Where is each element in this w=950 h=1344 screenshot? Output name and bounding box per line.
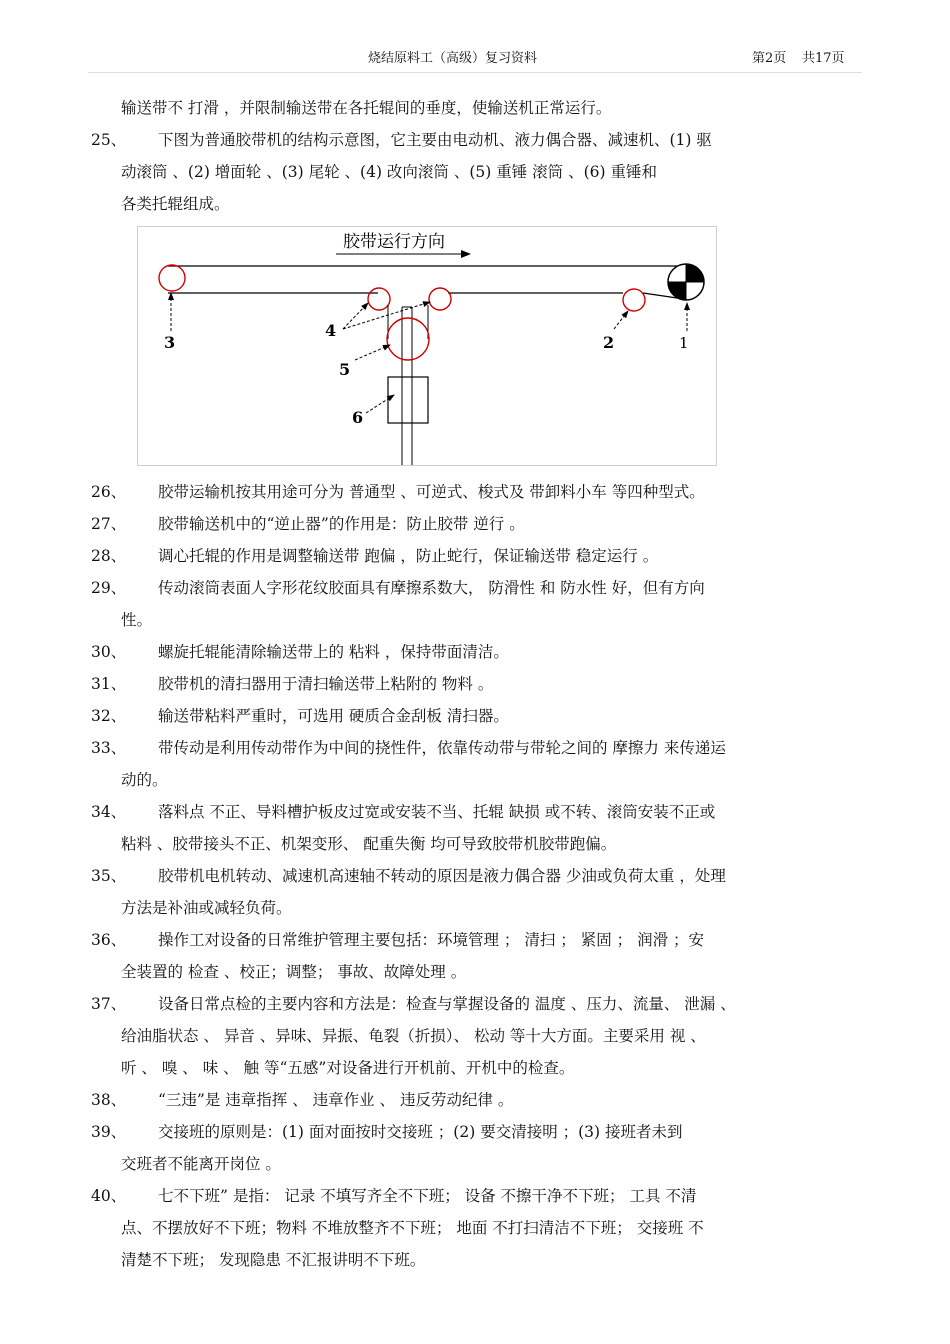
item-number: 25、 [91, 131, 127, 149]
text-line: “三违”是 违章指挥 、 违章作业 、 违反劳动纪律 。 [158, 1091, 514, 1109]
text-line: 清楚不下班； 发现隐患 不汇报讲明不下班。 [121, 1251, 426, 1269]
page-header [0, 47, 950, 69]
item-number: 27、 [91, 515, 127, 533]
text-line: 螺旋托辊能清除输送带上的 粘料 ，保持带面清洁。 [158, 643, 509, 661]
text-line: 输送带粘料严重时，可选用 硬质合金刮板 清扫器。 [158, 707, 509, 725]
callout-arrow-5 [355, 345, 390, 360]
text-line: 带传动是利用传动带作为中间的挠性件，依靠传动带与带轮之间的 摩擦力 来传递运 [158, 739, 726, 757]
item-number: 32、 [91, 707, 127, 725]
callout-label-1: 1 [679, 334, 689, 352]
text-line: 动滚筒 、(2) 增面轮 、(3) 尾轮 、(4) 改向滚筒 、(5) 重锤 滚筒 、(6) 重锤和 [121, 163, 657, 181]
text-line: 动的。 [121, 771, 168, 789]
bend-pulley-left [368, 288, 390, 310]
item-number: 37、 [91, 995, 127, 1013]
belt-conveyor-diagram [137, 226, 717, 466]
text-line: 输送带不 打滑 ，并限制输送带在各托辊间的垂度，使输送机正常运行。 [121, 99, 612, 117]
item-number: 26、 [91, 483, 127, 501]
text-line: 胶带机的清扫器用于清扫输送带上粘附的 物料 。 [158, 675, 494, 693]
callout-label-5: 5 [339, 360, 351, 379]
callout-arrow-2 [614, 311, 628, 329]
callout-arrow-4a [343, 303, 368, 329]
item-number: 28、 [91, 547, 127, 565]
page-total: 共17页 [802, 51, 845, 66]
text-line: 交班者不能离开岗位 。 [121, 1155, 281, 1173]
direction-label: 胶带运行方向 [343, 232, 445, 252]
counterweight [388, 377, 428, 423]
callout-label-3: 3 [164, 333, 176, 352]
callout-label-4: 4 [325, 321, 337, 340]
item-number: 34、 [91, 803, 127, 821]
item-number: 35、 [91, 867, 127, 885]
item-number: 31、 [91, 675, 127, 693]
text-line: 下图为普通胶带机的结构示意图，它主要由电动机、液力偶合器、减速机、(1) 驱 [158, 131, 712, 149]
text-line: 全装置的 检查 、校正；调整； 事故、故障处理 。 [121, 963, 467, 981]
text-line: 落料点 不正、导料槽护板皮过宽或安装不当、托辊 缺损 或不转、滚筒安装不正或 [158, 803, 716, 821]
snub-pulley [623, 289, 645, 311]
text-line: 胶带运输机按其用途可分为 普通型 、可逆式、梭式及 带卸料小车 等四种型式。 [158, 483, 705, 501]
text-line: 性。 [121, 611, 153, 629]
text-line: 传动滚筒表面人字形花纹胶面具有摩擦系数大， 防滑性 和 防水性 好，但有方向 [158, 579, 705, 597]
tail-pulley [159, 265, 185, 291]
text-line: 七不下班” 是指： 记录 不填写齐全不下班； 设备 不擦干净不下班； 工具 不清 [158, 1187, 697, 1205]
text-line: 操作工对设备的日常维护管理主要包括：环境管理 ； 清扫 ； 紧固 ； 润滑 ；安 [158, 931, 704, 949]
item-number: 38、 [91, 1091, 127, 1109]
callout-label-2: 2 [603, 333, 615, 352]
drive-pulley [668, 264, 704, 300]
text-line: 听 、 嗅 、 味 、 触 等“五感”对设备进行开机前、开机中的检查。 [121, 1059, 575, 1077]
text-line: 方法是补油或减轻负荷。 [121, 899, 292, 917]
text-line: 胶带输送机中的“逆止器”的作用是：防止胶带 逆行 。 [158, 515, 525, 533]
item-number: 39、 [91, 1123, 127, 1141]
bend-pulley-right [429, 288, 451, 310]
page-number: 第2页 [752, 51, 787, 66]
callout-arrow-6 [366, 395, 394, 413]
text-line: 交接班的原则是：(1) 面对面按时交接班 ；(2) 要交清接明 ；(3) 接班者未到 [158, 1123, 683, 1141]
text-line: 调心托辊的作用是调整输送带 跑偏 ，防止蛇行，保证输送带 稳定运行 。 [158, 547, 659, 565]
item-number: 30、 [91, 643, 127, 661]
item-number: 36、 [91, 931, 127, 949]
header-divider [88, 72, 862, 73]
item-number: 33、 [91, 739, 127, 757]
take-up-pulley [387, 318, 429, 360]
callout-label-6: 6 [352, 408, 364, 427]
text-line: 设备日常点检的主要内容和方法是：检查与掌握设备的 温度 、压力、流量、 泄漏 、 [158, 995, 736, 1013]
item-number: 29、 [91, 579, 127, 597]
text-line: 各类托辊组成。 [121, 195, 230, 213]
callout-arrow-4b [343, 302, 430, 329]
item-number: 40、 [91, 1187, 127, 1205]
text-line: 胶带机电机转动、减速机高速轴不转动的原因是液力偶合器 少油或负荷太重 ，处理 [158, 867, 726, 885]
text-line: 点、不摆放好不下班；物料 不堆放整齐不下班； 地面 不打扫清洁不下班； 交接班 不 [121, 1219, 704, 1237]
document-title: 烧结原料工（高级）复习资料 [368, 51, 538, 66]
text-line: 给油脂状态 、 异音 、异味、异振、龟裂（折损）、 松动 等十大方面。主要采用 视 、 [121, 1027, 706, 1045]
text-line: 粘料 、胶带接头不正、机架变形、 配重失衡 均可导致胶带机胶带跑偏。 [121, 835, 617, 853]
